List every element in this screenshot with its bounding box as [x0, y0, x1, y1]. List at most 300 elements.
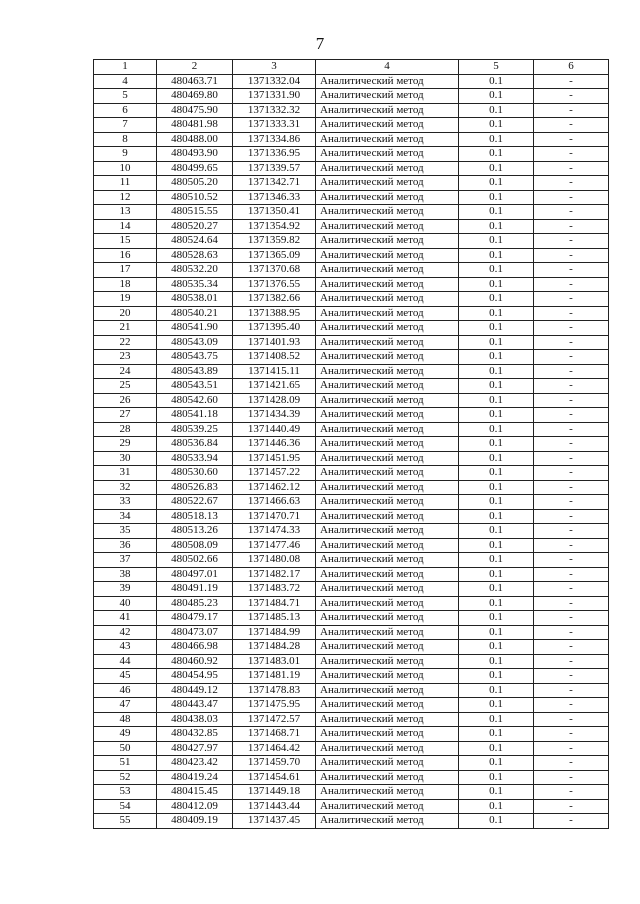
point-number-cell: 10: [94, 161, 157, 176]
y-coordinate-cell: 1371434.39: [233, 408, 316, 423]
point-number-cell: 15: [94, 234, 157, 249]
y-coordinate-cell: 1371446.36: [233, 437, 316, 452]
accuracy-cell: 0.1: [459, 205, 534, 220]
table-row: [94, 335, 609, 350]
method-cell: Аналитический метод: [316, 422, 459, 437]
accuracy-cell: 0.1: [459, 74, 534, 89]
method-cell: Аналитический метод: [316, 727, 459, 742]
point-number-cell: 53: [94, 785, 157, 800]
x-coordinate-cell: 480409.19: [157, 814, 233, 829]
accuracy-cell: 0.1: [459, 799, 534, 814]
note-cell: -: [534, 205, 609, 220]
table-row: [94, 277, 609, 292]
y-coordinate-cell: 1371336.95: [233, 147, 316, 162]
table-row: [94, 466, 609, 481]
table-row: [94, 364, 609, 379]
x-coordinate-cell: 480499.65: [157, 161, 233, 176]
table-row: [94, 379, 609, 394]
note-cell: -: [534, 727, 609, 742]
y-coordinate-cell: 1371370.68: [233, 263, 316, 278]
note-cell: -: [534, 553, 609, 568]
point-number-cell: 39: [94, 582, 157, 597]
y-coordinate-cell: 1371484.28: [233, 640, 316, 655]
x-coordinate-cell: 480469.80: [157, 89, 233, 104]
accuracy-cell: 0.1: [459, 306, 534, 321]
y-coordinate-cell: 1371484.99: [233, 625, 316, 640]
note-cell: -: [534, 306, 609, 321]
column-header: 5: [459, 60, 534, 75]
accuracy-cell: 0.1: [459, 509, 534, 524]
accuracy-cell: 0.1: [459, 451, 534, 466]
table-row: [94, 625, 609, 640]
table-row: [94, 190, 609, 205]
point-number-cell: 33: [94, 495, 157, 510]
y-coordinate-cell: 1371457.22: [233, 466, 316, 481]
accuracy-cell: 0.1: [459, 422, 534, 437]
point-number-cell: 44: [94, 654, 157, 669]
point-number-cell: 38: [94, 567, 157, 582]
method-cell: Аналитический метод: [316, 321, 459, 336]
y-coordinate-cell: 1371428.09: [233, 393, 316, 408]
y-coordinate-cell: 1371443.44: [233, 799, 316, 814]
table-body: [94, 74, 609, 828]
table-row: [94, 567, 609, 582]
y-coordinate-cell: 1371421.65: [233, 379, 316, 394]
point-number-cell: 7: [94, 118, 157, 133]
method-cell: Аналитический метод: [316, 350, 459, 365]
x-coordinate-cell: 480543.51: [157, 379, 233, 394]
point-number-cell: 26: [94, 393, 157, 408]
y-coordinate-cell: 1371449.18: [233, 785, 316, 800]
accuracy-cell: 0.1: [459, 538, 534, 553]
table-row: [94, 480, 609, 495]
method-cell: Аналитический метод: [316, 89, 459, 104]
note-cell: -: [534, 176, 609, 191]
method-cell: Аналитический метод: [316, 190, 459, 205]
method-cell: Аналитический метод: [316, 698, 459, 713]
method-cell: Аналитический метод: [316, 524, 459, 539]
method-cell: Аналитический метод: [316, 234, 459, 249]
method-cell: Аналитический метод: [316, 451, 459, 466]
table-row: [94, 74, 609, 89]
column-header: 3: [233, 60, 316, 75]
accuracy-cell: 0.1: [459, 495, 534, 510]
method-cell: Аналитический метод: [316, 756, 459, 771]
point-number-cell: 4: [94, 74, 157, 89]
point-number-cell: 51: [94, 756, 157, 771]
table-row: [94, 89, 609, 104]
column-header: 1: [94, 60, 157, 75]
x-coordinate-cell: 480485.23: [157, 596, 233, 611]
x-coordinate-cell: 480526.83: [157, 480, 233, 495]
table-row: [94, 741, 609, 756]
y-coordinate-cell: 1371462.12: [233, 480, 316, 495]
y-coordinate-cell: 1371472.57: [233, 712, 316, 727]
y-coordinate-cell: 1371485.13: [233, 611, 316, 626]
table-row: [94, 553, 609, 568]
table-row: [94, 770, 609, 785]
point-number-cell: 19: [94, 292, 157, 307]
note-cell: -: [534, 683, 609, 698]
accuracy-cell: 0.1: [459, 654, 534, 669]
method-cell: Аналитический метод: [316, 712, 459, 727]
x-coordinate-cell: 480432.85: [157, 727, 233, 742]
table-row: [94, 785, 609, 800]
note-cell: -: [534, 712, 609, 727]
table-row: [94, 147, 609, 162]
y-coordinate-cell: 1371346.33: [233, 190, 316, 205]
accuracy-cell: 0.1: [459, 147, 534, 162]
x-coordinate-cell: 480528.63: [157, 248, 233, 263]
table-row: [94, 321, 609, 336]
note-cell: -: [534, 480, 609, 495]
y-coordinate-cell: 1371440.49: [233, 422, 316, 437]
method-cell: Аналитический метод: [316, 132, 459, 147]
point-number-cell: 49: [94, 727, 157, 742]
method-cell: Аналитический метод: [316, 335, 459, 350]
table-row: [94, 669, 609, 684]
x-coordinate-cell: 480473.07: [157, 625, 233, 640]
y-coordinate-cell: 1371466.63: [233, 495, 316, 510]
x-coordinate-cell: 480508.09: [157, 538, 233, 553]
x-coordinate-cell: 480466.98: [157, 640, 233, 655]
table-row: [94, 495, 609, 510]
point-number-cell: 30: [94, 451, 157, 466]
y-coordinate-cell: 1371333.31: [233, 118, 316, 133]
accuracy-cell: 0.1: [459, 785, 534, 800]
method-cell: Аналитический метод: [316, 118, 459, 133]
x-coordinate-cell: 480536.84: [157, 437, 233, 452]
accuracy-cell: 0.1: [459, 277, 534, 292]
y-coordinate-cell: 1371376.55: [233, 277, 316, 292]
table-row: [94, 248, 609, 263]
x-coordinate-cell: 480427.97: [157, 741, 233, 756]
table-row: [94, 263, 609, 278]
x-coordinate-cell: 480463.71: [157, 74, 233, 89]
note-cell: -: [534, 161, 609, 176]
accuracy-cell: 0.1: [459, 640, 534, 655]
point-number-cell: 48: [94, 712, 157, 727]
method-cell: Аналитический метод: [316, 393, 459, 408]
note-cell: -: [534, 292, 609, 307]
point-number-cell: 8: [94, 132, 157, 147]
accuracy-cell: 0.1: [459, 350, 534, 365]
note-cell: -: [534, 756, 609, 771]
x-coordinate-cell: 480539.25: [157, 422, 233, 437]
note-cell: -: [534, 277, 609, 292]
note-cell: -: [534, 321, 609, 336]
method-cell: Аналитический метод: [316, 306, 459, 321]
table-row: [94, 205, 609, 220]
note-cell: -: [534, 582, 609, 597]
method-cell: Аналитический метод: [316, 161, 459, 176]
table-row: [94, 814, 609, 829]
x-coordinate-cell: 480510.52: [157, 190, 233, 205]
accuracy-cell: 0.1: [459, 727, 534, 742]
y-coordinate-cell: 1371415.11: [233, 364, 316, 379]
note-cell: -: [534, 219, 609, 234]
point-number-cell: 28: [94, 422, 157, 437]
point-number-cell: 18: [94, 277, 157, 292]
note-cell: -: [534, 103, 609, 118]
method-cell: Аналитический метод: [316, 567, 459, 582]
accuracy-cell: 0.1: [459, 625, 534, 640]
method-cell: Аналитический метод: [316, 582, 459, 597]
accuracy-cell: 0.1: [459, 118, 534, 133]
method-cell: Аналитический метод: [316, 219, 459, 234]
method-cell: Аналитический метод: [316, 669, 459, 684]
accuracy-cell: 0.1: [459, 437, 534, 452]
note-cell: -: [534, 654, 609, 669]
y-coordinate-cell: 1371482.17: [233, 567, 316, 582]
x-coordinate-cell: 480543.75: [157, 350, 233, 365]
table-row: [94, 524, 609, 539]
y-coordinate-cell: 1371388.95: [233, 306, 316, 321]
note-cell: -: [534, 234, 609, 249]
table-header-row: [94, 60, 609, 75]
x-coordinate-cell: 480515.55: [157, 205, 233, 220]
method-cell: Аналитический метод: [316, 103, 459, 118]
point-number-cell: 42: [94, 625, 157, 640]
method-cell: Аналитический метод: [316, 538, 459, 553]
note-cell: -: [534, 741, 609, 756]
point-number-cell: 9: [94, 147, 157, 162]
point-number-cell: 34: [94, 509, 157, 524]
accuracy-cell: 0.1: [459, 321, 534, 336]
method-cell: Аналитический метод: [316, 466, 459, 481]
method-cell: Аналитический метод: [316, 596, 459, 611]
x-coordinate-cell: 480479.17: [157, 611, 233, 626]
x-coordinate-cell: 480520.27: [157, 219, 233, 234]
column-header: 4: [316, 60, 459, 75]
method-cell: Аналитический метод: [316, 277, 459, 292]
x-coordinate-cell: 480542.60: [157, 393, 233, 408]
x-coordinate-cell: 480502.66: [157, 553, 233, 568]
x-coordinate-cell: 480505.20: [157, 176, 233, 191]
table-row: [94, 422, 609, 437]
point-number-cell: 24: [94, 364, 157, 379]
y-coordinate-cell: 1371483.01: [233, 654, 316, 669]
x-coordinate-cell: 480493.90: [157, 147, 233, 162]
x-coordinate-cell: 480524.64: [157, 234, 233, 249]
y-coordinate-cell: 1371350.41: [233, 205, 316, 220]
accuracy-cell: 0.1: [459, 712, 534, 727]
x-coordinate-cell: 480538.01: [157, 292, 233, 307]
x-coordinate-cell: 480522.67: [157, 495, 233, 510]
coordinates-table: [93, 59, 609, 829]
table-row: [94, 712, 609, 727]
note-cell: -: [534, 379, 609, 394]
method-cell: Аналитический метод: [316, 741, 459, 756]
note-cell: -: [534, 785, 609, 800]
y-coordinate-cell: 1371477.46: [233, 538, 316, 553]
point-number-cell: 29: [94, 437, 157, 452]
table-row: [94, 640, 609, 655]
table-row: [94, 161, 609, 176]
y-coordinate-cell: 1371401.93: [233, 335, 316, 350]
table-row: [94, 103, 609, 118]
note-cell: -: [534, 625, 609, 640]
accuracy-cell: 0.1: [459, 466, 534, 481]
note-cell: -: [534, 770, 609, 785]
column-header: 6: [534, 60, 609, 75]
y-coordinate-cell: 1371475.95: [233, 698, 316, 713]
point-number-cell: 21: [94, 321, 157, 336]
note-cell: -: [534, 698, 609, 713]
accuracy-cell: 0.1: [459, 698, 534, 713]
accuracy-cell: 0.1: [459, 103, 534, 118]
x-coordinate-cell: 480460.92: [157, 654, 233, 669]
table-row: [94, 176, 609, 191]
accuracy-cell: 0.1: [459, 567, 534, 582]
x-coordinate-cell: 480419.24: [157, 770, 233, 785]
y-coordinate-cell: 1371365.09: [233, 248, 316, 263]
x-coordinate-cell: 480438.03: [157, 712, 233, 727]
note-cell: -: [534, 451, 609, 466]
method-cell: Аналитический метод: [316, 292, 459, 307]
point-number-cell: 40: [94, 596, 157, 611]
table-row: [94, 118, 609, 133]
table-row: [94, 306, 609, 321]
method-cell: Аналитический метод: [316, 379, 459, 394]
x-coordinate-cell: 480543.09: [157, 335, 233, 350]
point-number-cell: 46: [94, 683, 157, 698]
accuracy-cell: 0.1: [459, 161, 534, 176]
x-coordinate-cell: 480412.09: [157, 799, 233, 814]
point-number-cell: 55: [94, 814, 157, 829]
method-cell: Аналитический метод: [316, 480, 459, 495]
accuracy-cell: 0.1: [459, 553, 534, 568]
point-number-cell: 52: [94, 770, 157, 785]
point-number-cell: 13: [94, 205, 157, 220]
point-number-cell: 14: [94, 219, 157, 234]
point-number-cell: 43: [94, 640, 157, 655]
accuracy-cell: 0.1: [459, 814, 534, 829]
point-number-cell: 5: [94, 89, 157, 104]
method-cell: Аналитический метод: [316, 640, 459, 655]
point-number-cell: 37: [94, 553, 157, 568]
y-coordinate-cell: 1371468.71: [233, 727, 316, 742]
y-coordinate-cell: 1371474.33: [233, 524, 316, 539]
table-row: [94, 799, 609, 814]
x-coordinate-cell: 480532.20: [157, 263, 233, 278]
accuracy-cell: 0.1: [459, 669, 534, 684]
y-coordinate-cell: 1371454.61: [233, 770, 316, 785]
table-row: [94, 132, 609, 147]
table-row: [94, 451, 609, 466]
y-coordinate-cell: 1371478.83: [233, 683, 316, 698]
point-number-cell: 20: [94, 306, 157, 321]
note-cell: -: [534, 408, 609, 423]
table-row: [94, 683, 609, 698]
point-number-cell: 12: [94, 190, 157, 205]
accuracy-cell: 0.1: [459, 364, 534, 379]
method-cell: Аналитический метод: [316, 553, 459, 568]
accuracy-cell: 0.1: [459, 89, 534, 104]
table-row: [94, 596, 609, 611]
y-coordinate-cell: 1371382.66: [233, 292, 316, 307]
x-coordinate-cell: 480481.98: [157, 118, 233, 133]
y-coordinate-cell: 1371339.57: [233, 161, 316, 176]
table-row: [94, 654, 609, 669]
x-coordinate-cell: 480541.18: [157, 408, 233, 423]
method-cell: Аналитический метод: [316, 495, 459, 510]
table-row: [94, 611, 609, 626]
y-coordinate-cell: 1371437.45: [233, 814, 316, 829]
method-cell: Аналитический метод: [316, 437, 459, 452]
point-number-cell: 32: [94, 480, 157, 495]
x-coordinate-cell: 480475.90: [157, 103, 233, 118]
note-cell: -: [534, 364, 609, 379]
point-number-cell: 36: [94, 538, 157, 553]
accuracy-cell: 0.1: [459, 596, 534, 611]
accuracy-cell: 0.1: [459, 248, 534, 263]
note-cell: -: [534, 190, 609, 205]
x-coordinate-cell: 480513.26: [157, 524, 233, 539]
x-coordinate-cell: 480491.19: [157, 582, 233, 597]
note-cell: -: [534, 248, 609, 263]
accuracy-cell: 0.1: [459, 393, 534, 408]
y-coordinate-cell: 1371331.90: [233, 89, 316, 104]
note-cell: -: [534, 437, 609, 452]
note-cell: -: [534, 147, 609, 162]
table-row: [94, 292, 609, 307]
note-cell: -: [534, 524, 609, 539]
note-cell: -: [534, 263, 609, 278]
y-coordinate-cell: 1371332.04: [233, 74, 316, 89]
method-cell: Аналитический метод: [316, 205, 459, 220]
accuracy-cell: 0.1: [459, 234, 534, 249]
method-cell: Аналитический метод: [316, 625, 459, 640]
point-number-cell: 27: [94, 408, 157, 423]
note-cell: -: [534, 422, 609, 437]
x-coordinate-cell: 480497.01: [157, 567, 233, 582]
y-coordinate-cell: 1371359.82: [233, 234, 316, 249]
note-cell: -: [534, 89, 609, 104]
point-number-cell: 41: [94, 611, 157, 626]
accuracy-cell: 0.1: [459, 524, 534, 539]
x-coordinate-cell: 480443.47: [157, 698, 233, 713]
table-row: [94, 727, 609, 742]
y-coordinate-cell: 1371483.72: [233, 582, 316, 597]
method-cell: Аналитический метод: [316, 263, 459, 278]
y-coordinate-cell: 1371480.08: [233, 553, 316, 568]
accuracy-cell: 0.1: [459, 132, 534, 147]
note-cell: -: [534, 350, 609, 365]
x-coordinate-cell: 480541.90: [157, 321, 233, 336]
y-coordinate-cell: 1371408.52: [233, 350, 316, 365]
method-cell: Аналитический метод: [316, 814, 459, 829]
note-cell: -: [534, 814, 609, 829]
note-cell: -: [534, 509, 609, 524]
method-cell: Аналитический метод: [316, 654, 459, 669]
accuracy-cell: 0.1: [459, 292, 534, 307]
point-number-cell: 31: [94, 466, 157, 481]
accuracy-cell: 0.1: [459, 611, 534, 626]
table-row: [94, 219, 609, 234]
table-row: [94, 393, 609, 408]
x-coordinate-cell: 480530.60: [157, 466, 233, 481]
x-coordinate-cell: 480535.34: [157, 277, 233, 292]
accuracy-cell: 0.1: [459, 756, 534, 771]
accuracy-cell: 0.1: [459, 770, 534, 785]
y-coordinate-cell: 1371451.95: [233, 451, 316, 466]
y-coordinate-cell: 1371464.42: [233, 741, 316, 756]
point-number-cell: 23: [94, 350, 157, 365]
accuracy-cell: 0.1: [459, 263, 534, 278]
note-cell: -: [534, 669, 609, 684]
x-coordinate-cell: 480454.95: [157, 669, 233, 684]
